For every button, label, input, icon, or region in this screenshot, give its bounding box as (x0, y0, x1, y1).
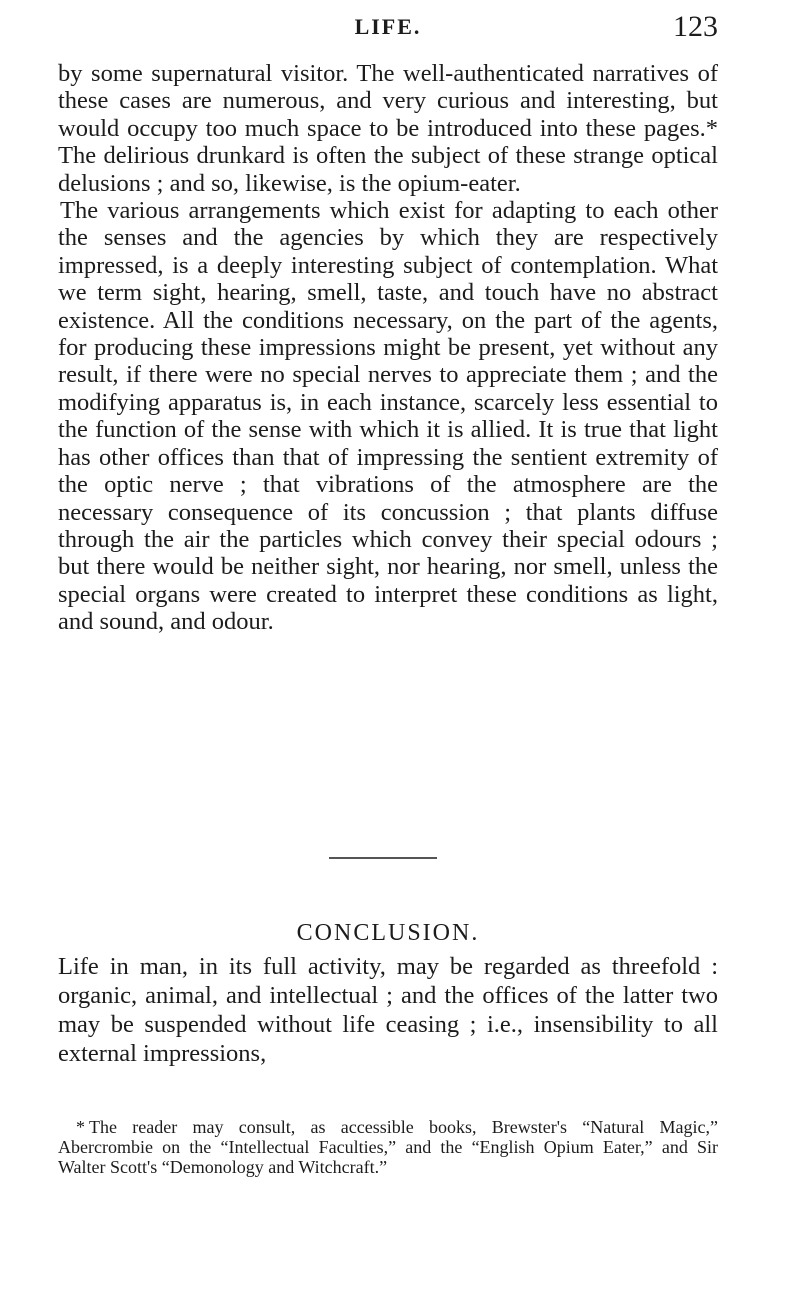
page-number: 123 (673, 10, 718, 43)
section-divider (329, 857, 437, 859)
footnote-text: The reader may consult, as accessible books, Brewster's “Natural Magic,” Abercrombie on the “Intellectual Faculties,” and the “English Opium Eater,” and Sir Walter Scott's “Demonology and Witchcraft.” (58, 1117, 718, 1177)
conclusion-paragraph (58, 952, 718, 1068)
body-text (58, 60, 718, 636)
paragraph-continued: by some supernatural visitor. The well-authenticated narratives of these cases are numerous, and very curious and interesting, but would occupy too much space to be introduced into these pages.* The delirious drunkard is often the subject of these strange optical delusions ; and so, likewise, is the opium-eater. (58, 60, 718, 197)
footnote (58, 1117, 718, 1177)
running-title: LIFE. (354, 14, 422, 39)
conclusion-text: Life in man, in its full activity, may be regarded as threefold : organic, animal, and intellectual ; and the offices of the latter two may be suspended without life ceasing ; i.e., insensibility to all external impressions, (58, 953, 718, 1067)
section-heading: CONCLUSION. (296, 920, 480, 946)
footnote-marker: * (76, 1117, 85, 1137)
paragraph-senses: The various arrangements which exist for adapting to each other the senses and the agencies by which they are respectively impressed, is a deeply interesting subject of contemplation. What we term sight, hearing, smell, taste, and touch have no abstract existence. All the conditions necessary, on the part of the agents, for producing these impressions might be present, yet without any result, if there were no special nerves to appreciate them ; and the modifying apparatus is, in each instance, scarcely less essential to the function of the sense with which it is allied. It is true that light has other offices than that of impressing the sentient extremity of the optic nerve ; that vibrations of the atmosphere are the necessary consequence of its concussion ; that plants diffuse through the air the particles which convey their special odours ; but there would be neither sight, nor hearing, nor smell, unless the special organs were created to interpret these conditions as light, and sound, and odour. (58, 197, 718, 636)
running-head (58, 10, 718, 44)
